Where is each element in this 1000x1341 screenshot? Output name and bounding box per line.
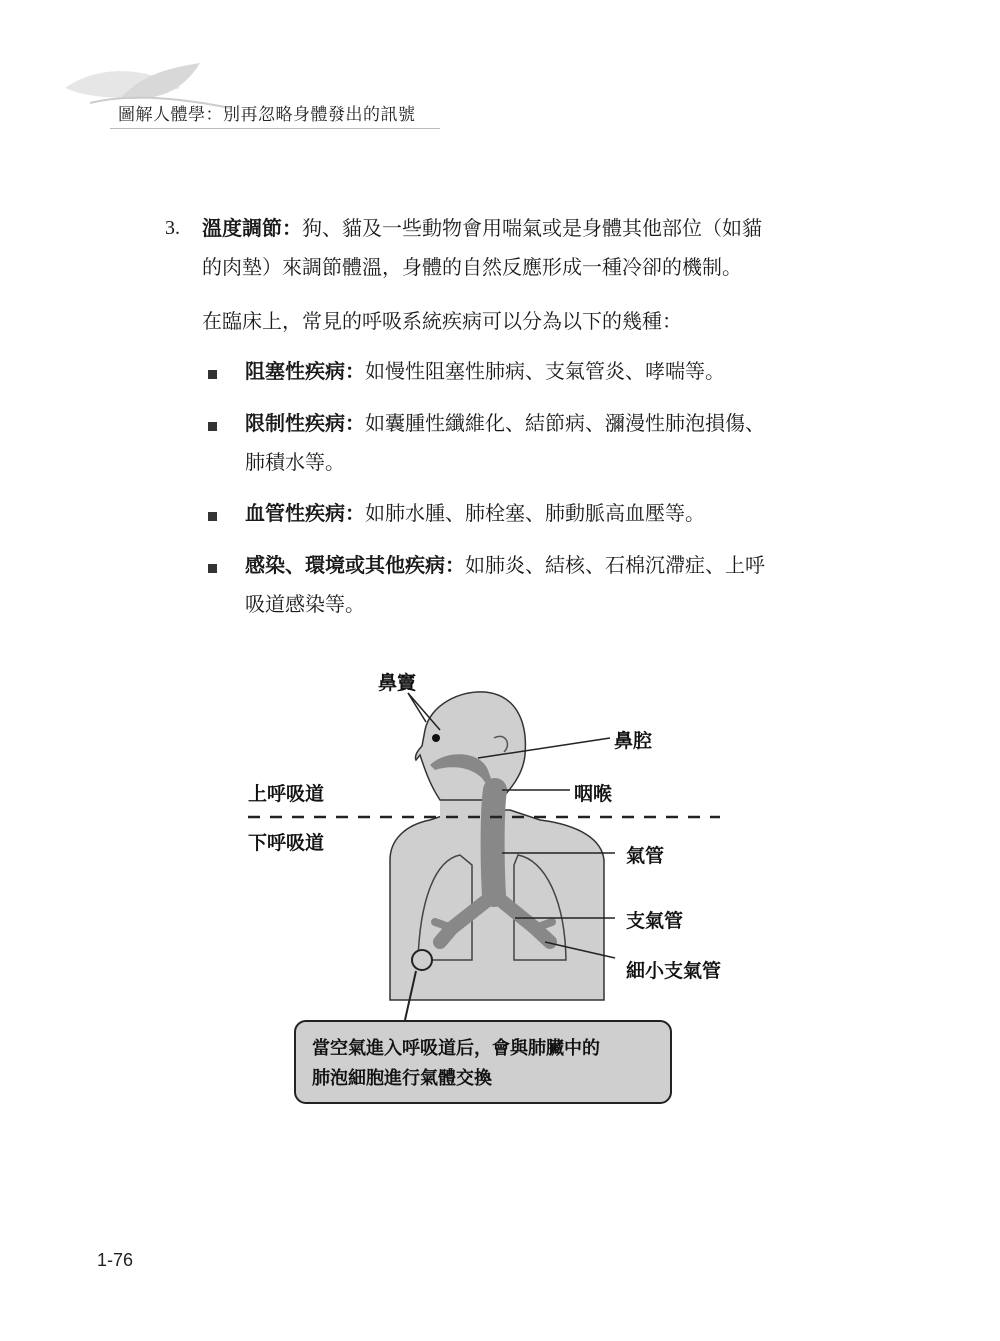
disease-text: 如囊腫性纖維化、結節病、瀰漫性肺泡損傷、 — [365, 411, 765, 435]
label-trachea: 氣管 — [626, 845, 665, 867]
disease-text-cont: 吸道感染等。 — [245, 592, 365, 616]
bullet-icon — [208, 370, 217, 379]
bullet-icon — [208, 564, 217, 573]
disease-text: 如慢性阻塞性肺病、支氣管炎、哮喘等。 — [365, 359, 725, 383]
label-bronchiole: 細小支氣管 — [626, 960, 722, 982]
respiratory-diagram — [230, 660, 770, 1120]
label-lower-tract: 下呼吸道 — [248, 832, 325, 854]
callout-line: 肺泡細胞進行氣體交換 — [312, 1068, 492, 1089]
disease-term: 限制性疾病： — [245, 411, 365, 435]
item3-term: 溫度調節： — [202, 216, 302, 240]
item-number: 3. — [165, 217, 180, 239]
callout-box — [294, 1020, 672, 1104]
label-pharynx: 咽喉 — [574, 783, 613, 805]
page-header — [0, 0, 1000, 140]
label-nasal-cavity: 鼻腔 — [614, 730, 653, 752]
label-upper-tract: 上呼吸道 — [248, 783, 325, 805]
disease-item — [245, 413, 765, 433]
disease-text: 如肺炎、結核、石棉沉滯症、上呼 — [465, 553, 765, 577]
disease-term: 感染、環境或其他疾病： — [245, 553, 465, 577]
disease-text-cont: 肺積水等。 — [245, 450, 345, 474]
disease-term: 阻塞性疾病： — [245, 359, 365, 383]
label-bronchus: 支氣管 — [626, 910, 684, 932]
item3-text1: 狗、貓及一些動物會用喘氣或是身體其他部位（如貓 — [302, 216, 762, 240]
disease-term: 血管性疾病： — [245, 501, 365, 525]
item3-line1 — [202, 218, 762, 238]
book-title: 圖解人體學：別再忽略身體發出的訊號 — [118, 105, 416, 125]
disease-item — [245, 361, 725, 381]
intro-text: 在臨床上，常見的呼吸系統疾病可以分為以下的幾種： — [202, 309, 682, 333]
item3-line2: 的肉墊）來調節體溫，身體的自然反應形成一種冷卻的機制。 — [202, 255, 742, 279]
callout-line: 當空氣進入呼吸道后，會與肺臟中的 — [312, 1038, 600, 1059]
disease-item — [245, 503, 705, 523]
bullet-icon — [208, 422, 217, 431]
label-nostril: 鼻竇 — [378, 672, 417, 694]
page-number: 1-76 — [97, 1250, 134, 1270]
header-rule — [110, 128, 440, 129]
bullet-icon — [208, 512, 217, 521]
disease-item — [245, 555, 765, 575]
disease-text: 如肺水腫、肺栓塞、肺動脈高血壓等。 — [365, 501, 705, 525]
